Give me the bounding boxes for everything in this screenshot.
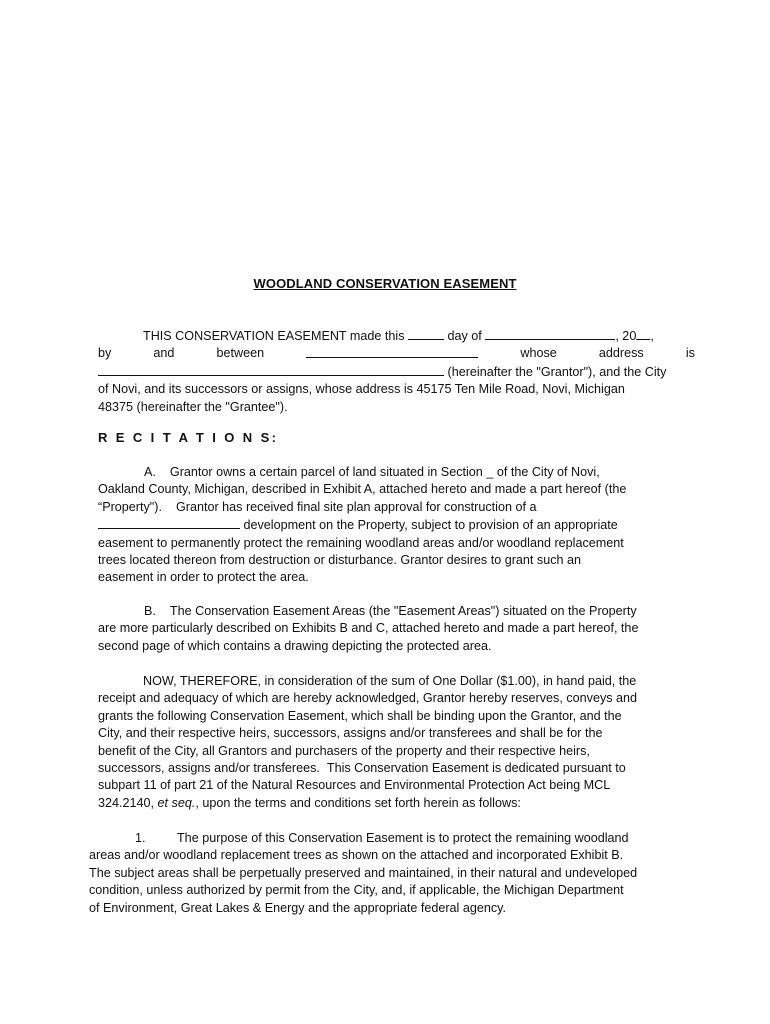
intro-text: , <box>650 329 654 343</box>
blank-grantor-name[interactable] <box>306 345 478 358</box>
blank-day[interactable] <box>408 327 444 340</box>
recital-a-line: trees located thereon from destruction or disturbance. Grantor desires to grant such an <box>98 553 582 568</box>
item-1-line: The subject areas shall be perpetually preserved and maintained, in their natural and undeveloped <box>89 865 638 880</box>
intro-line-4: of Novi, and its successors or assigns, whose address is 45175 Ten Mile Road, Novi, Michigan <box>98 382 625 397</box>
item-1-paragraph <box>89 830 692 917</box>
now-therefore-line: subpart 11 of part 21 of the Natural Resources and Environmental Protection Act being MCL <box>98 778 611 793</box>
intro-word: is <box>685 346 695 361</box>
now-therefore-line: receipt and adequacy of which are hereby acknowledged, Grantor hereby reserves, conveys and <box>98 691 638 706</box>
blank-month[interactable] <box>485 327 615 340</box>
blank-grantor-address[interactable] <box>98 363 444 376</box>
recital-a <box>98 464 692 587</box>
now-therefore-text: , upon the terms and conditions set forth herein as follows: <box>195 795 521 810</box>
now-therefore-line: NOW, THEREFORE, in consideration of the sum of One Dollar ($1.00), in hand paid, the <box>143 674 637 688</box>
intro-line-3 <box>98 363 695 381</box>
now-therefore-line: grants the following Conservation Easement, which shall be binding upon the Grantor, and the <box>98 708 622 723</box>
recital-a-line: easement in order to protect the area. <box>98 570 309 585</box>
recital-a-line: Oakland County, Michigan, described in Exhibit A, attached hereto and made a part hereof (the <box>98 482 627 497</box>
intro-line-5: 48375 (hereinafter the "Grantee"). <box>98 399 288 414</box>
document-title: WOODLAND CONSERVATION EASEMENT <box>253 276 517 291</box>
item-1-line: 1. The purpose of this Conservation Easement is to protect the remaining woodland <box>135 831 629 845</box>
recital-a-text: development on the Property, subject to provision of an appropriate <box>243 518 618 533</box>
intro-line-1 <box>98 327 695 345</box>
now-therefore-line: benefit of the City, all Grantors and purchasers of the property and their respective heirs, <box>98 743 590 758</box>
recital-b-line: B. The Conservation Easement Areas (the "Easement Areas") situated on the Property <box>144 604 637 618</box>
et-seq: et seq. <box>157 795 196 810</box>
intro-text: THIS CONSERVATION EASEMENT made this <box>143 329 405 343</box>
recital-b-line: second page of which contains a drawing depicting the protected area. <box>98 638 492 653</box>
recital-b <box>98 603 692 655</box>
intro-text: day of <box>447 329 482 343</box>
intro-word: address <box>598 346 644 361</box>
recital-b-line: are more particularly described on Exhibits B and C, attached hereto and made a part hereof, the <box>98 621 639 636</box>
recital-a-line-4 <box>98 516 692 534</box>
blank-development-type[interactable] <box>98 516 240 529</box>
intro-paragraph <box>98 327 695 416</box>
intro-word: whose <box>520 346 557 361</box>
intro-text: (hereinafter the "Grantor"), and the City <box>447 364 667 379</box>
item-1-line: condition, unless authorized by permit from the City, and, if applicable, the Michigan Department <box>89 883 624 898</box>
statute-citation: 324.2140, <box>98 795 155 810</box>
now-therefore-line: successors, assigns and/or transferees. This Conservation Easement is dedicated pursuant to <box>98 761 626 776</box>
blank-year[interactable] <box>636 327 650 340</box>
intro-word: between <box>216 346 265 361</box>
now-therefore-line: City, and their respective heirs, successors, assigns and/or transferees and shall be for the <box>98 726 603 741</box>
now-therefore-paragraph <box>98 673 692 812</box>
intro-line-2 <box>98 345 695 362</box>
now-therefore-line-8 <box>98 795 692 812</box>
recital-a-line: “Property"). Grantor has received final site plan approval for construction of a <box>98 499 537 514</box>
recital-a-line: A. Grantor owns a certain parcel of land situated in Section _ of the City of Novi, <box>144 465 600 479</box>
intro-word: by <box>98 346 112 361</box>
item-1-line: areas and/or woodland replacement trees as shown on the attached and incorporated Exhibit B. <box>89 848 624 863</box>
intro-word: and <box>153 346 175 361</box>
item-1-line: of Environment, Great Lakes & Energy and the appropriate federal agency. <box>89 900 507 915</box>
recital-a-line: easement to permanently protect the remaining woodland areas and/or woodland replacement <box>98 535 624 550</box>
recitations-heading: R E C I T A T I O N S: <box>98 430 279 445</box>
intro-text: , 20 <box>615 329 637 343</box>
